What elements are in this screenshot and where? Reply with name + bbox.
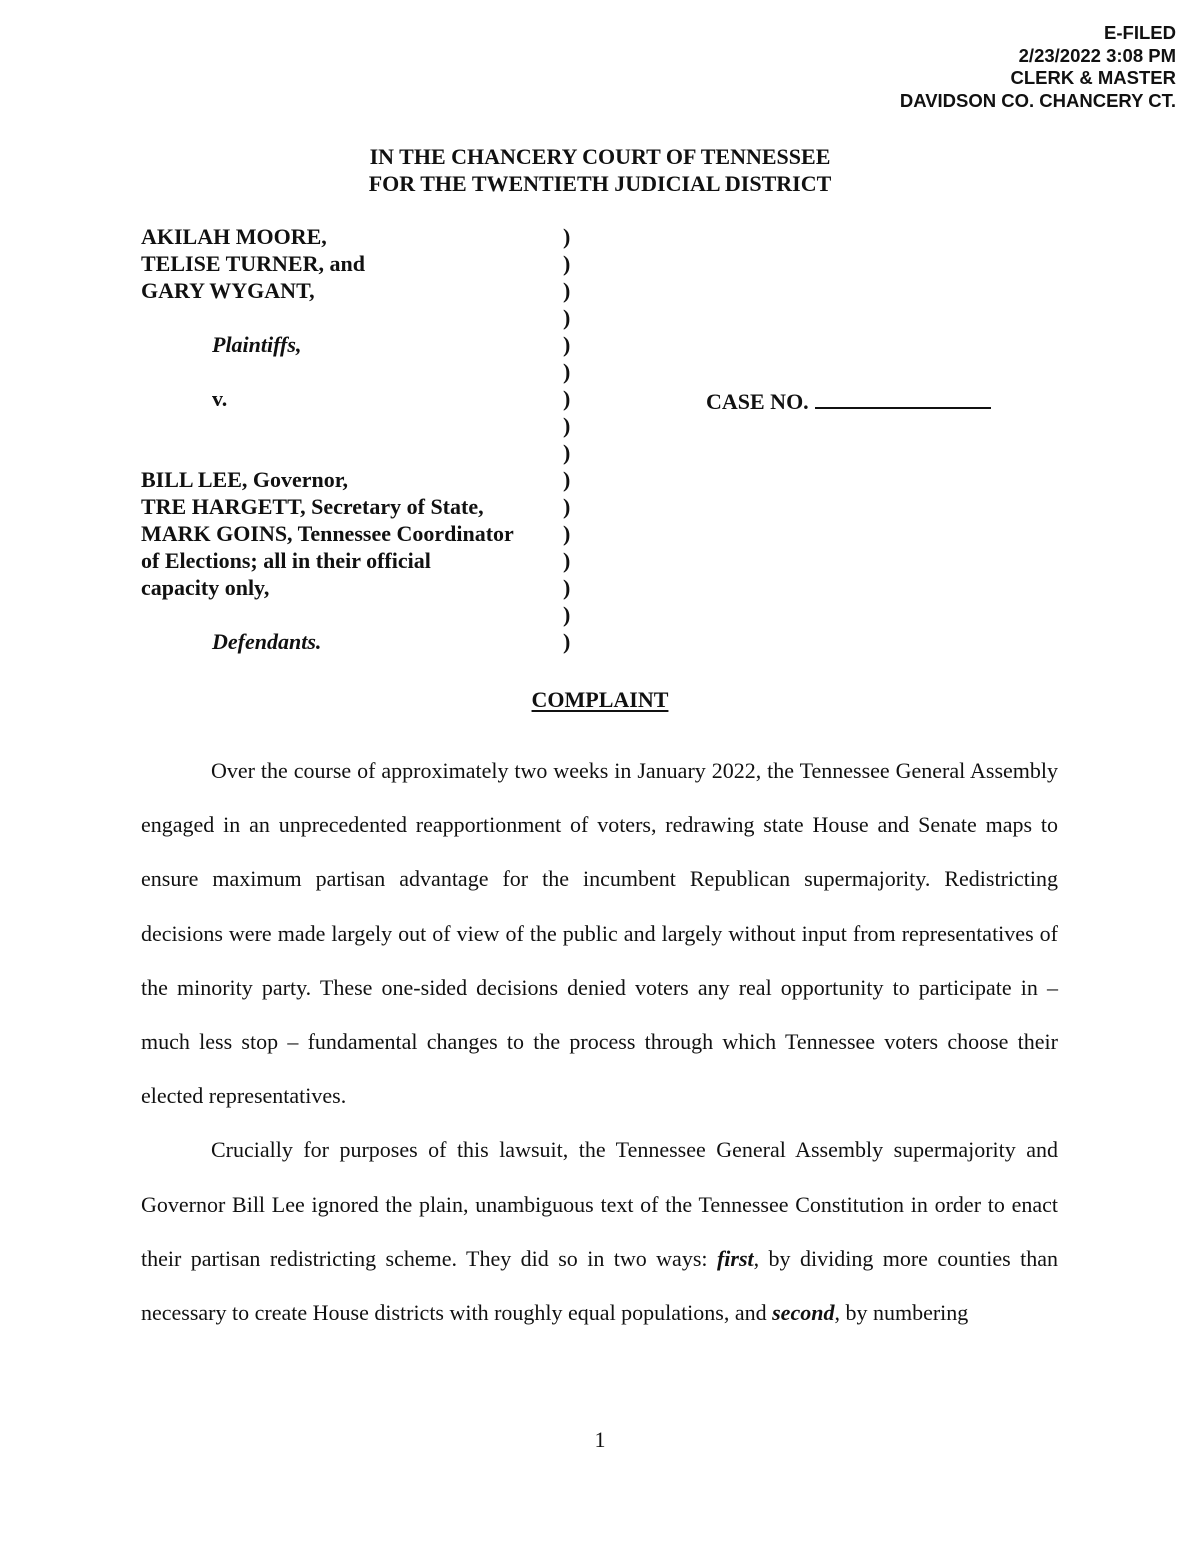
versus: v.: [212, 386, 228, 411]
caption-paren: ): [563, 521, 571, 546]
caption-paren: ): [563, 602, 571, 627]
page-number: 1: [594, 1427, 606, 1452]
caption-paren: ): [563, 494, 571, 519]
document-title: [0, 686, 1200, 713]
court-heading-line1: IN THE CHANCERY COURT OF TENNESSEE: [369, 144, 831, 169]
document-body: [141, 744, 1058, 1340]
defendant-line: BILL LEE, Governor,: [141, 467, 349, 492]
defendant-line: MARK GOINS, Tennessee Coordinator: [141, 521, 514, 546]
defendant-line: of Elections; all in their official: [141, 548, 431, 573]
stamp-datetime: 2/23/2022 3:08 PM: [1018, 44, 1176, 66]
plaintiffs-role: Plaintiffs,: [212, 332, 302, 357]
case-number-label: CASE NO.: [706, 389, 809, 414]
paragraph: [141, 1123, 1058, 1340]
document-title-text: COMPLAINT: [531, 687, 669, 712]
emphasis-first: first: [716, 1245, 754, 1271]
caption-paren: ): [563, 278, 571, 303]
defendants-role: Defendants.: [212, 629, 322, 654]
caption-paren: ): [563, 440, 571, 465]
caption-paren: ): [563, 305, 571, 330]
caption-paren: ): [563, 386, 571, 411]
case-number-blank: [815, 385, 991, 409]
emphasis-second: second: [772, 1300, 835, 1326]
caption-paren: ): [563, 467, 571, 492]
plaintiff-name: GARY WYGANT,: [141, 278, 315, 303]
caption-paren: ): [563, 332, 571, 357]
caption-paren: ): [563, 359, 571, 384]
court-heading: [0, 143, 1200, 197]
caption-paren: ): [563, 629, 571, 654]
caption-paren: ): [563, 413, 571, 438]
defendant-line: capacity only,: [141, 575, 270, 600]
caption-paren-column: [563, 223, 570, 655]
caption-paren: ): [563, 224, 571, 249]
plaintiff-name: AKILAH MOORE,: [141, 224, 327, 249]
plaintiff-name: TELISE TURNER, and: [141, 251, 365, 276]
caption-paren: ): [563, 251, 571, 276]
court-heading-line2: FOR THE TWENTIETH JUDICIAL DISTRICT: [368, 171, 832, 196]
defendant-line: TRE HARGETT, Secretary of State,: [141, 494, 484, 519]
efiled-stamp: [900, 22, 1176, 112]
paragraph-text: , by numbering: [834, 1300, 969, 1326]
stamp-clerk: CLERK & MASTER: [1010, 67, 1176, 88]
case-number: [706, 385, 991, 415]
paragraph-text: , by dividing more counties than necessary to create House districts with roughly equal populations, and: [141, 1245, 1058, 1326]
caption-paren: ): [563, 548, 571, 573]
caption-paren: ): [563, 575, 571, 600]
paragraph-text: Crucially for purposes of this lawsuit, the Tennessee General Assembly supermajority and Governor Bill Lee ignored the plain, unambiguous text of the Tennessee Constitution in order to enact their partisan redistricting scheme. They did so in two ways:: [141, 1137, 1058, 1271]
paragraph: Over the course of approximately two weeks in January 2022, the Tennessee General Assembly engaged in an unprecedented reapportionment of voters, redrawing state House and Senate maps to ensure maximum partisan advantage for the incumbent Republican supermajority. Redistricting decisions were made largely out of view of the public and largely without input from representatives of the minority party. These one-sided decisions denied voters any real opportunity to participate in – much less stop – fundamental changes to the process through which Tennessee voters choose their elected representatives.: [141, 758, 1058, 1109]
stamp-efiled: E-FILED: [1104, 22, 1176, 43]
stamp-court: DAVIDSON CO. CHANCERY CT.: [899, 89, 1176, 111]
